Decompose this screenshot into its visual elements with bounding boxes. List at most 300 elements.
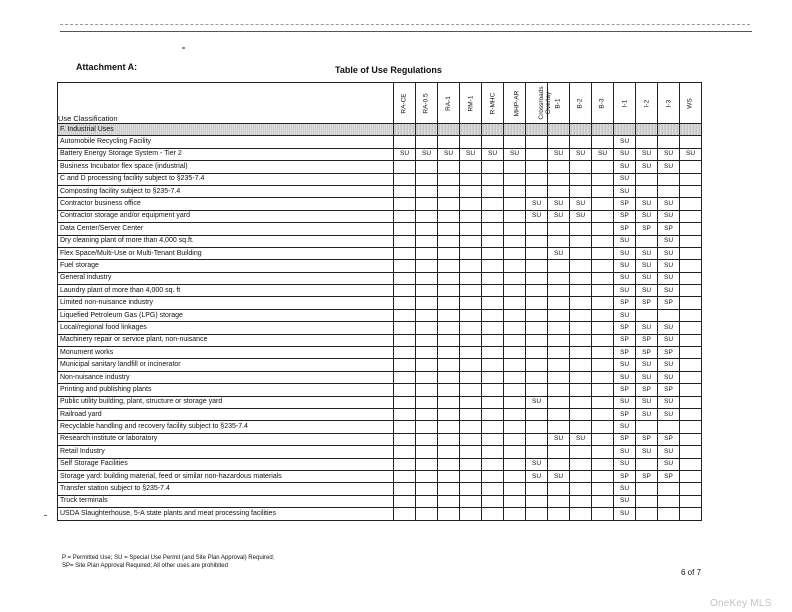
zone-cell	[460, 470, 482, 482]
use-name: Local/regional food linkages	[58, 322, 394, 334]
zone-cell	[460, 458, 482, 470]
zone-header-label: WS	[686, 97, 694, 109]
zone-cell	[570, 260, 592, 272]
zone-cell	[438, 495, 460, 507]
zone-cell: SP	[658, 297, 680, 309]
zone-cell: SU	[636, 408, 658, 420]
zone-cell	[592, 458, 614, 470]
zone-cell	[592, 272, 614, 284]
zone-cell: SU	[614, 235, 636, 247]
zone-cell	[548, 223, 570, 235]
zone-cell	[504, 470, 526, 482]
zone-cell: SU	[526, 210, 548, 222]
zone-header-label: MHP-AR	[513, 90, 521, 116]
zone-cell: SU	[658, 458, 680, 470]
zone-cell: SU	[614, 272, 636, 284]
zone-cell	[548, 235, 570, 247]
zone-cell	[526, 136, 548, 148]
zone-cell	[460, 446, 482, 458]
zone-cell	[526, 272, 548, 284]
use-name: Non-nuisance industry	[58, 371, 394, 383]
zone-cell: SP	[614, 384, 636, 396]
zone-cell	[416, 421, 438, 433]
zone-cell	[416, 260, 438, 272]
attachment-label: Attachment A:	[76, 62, 138, 72]
zone-cell	[548, 285, 570, 297]
zone-cell	[680, 198, 702, 210]
zone-cell: SU	[570, 198, 592, 210]
zone-cell	[394, 309, 416, 321]
zone-cell	[482, 198, 504, 210]
zone-cell: SP	[658, 347, 680, 359]
zone-cell	[548, 185, 570, 197]
use-regulations-table	[57, 82, 702, 521]
zone-header	[592, 83, 614, 124]
zone-cell	[548, 408, 570, 420]
zone-cell	[460, 173, 482, 185]
page-number: 6 of 7	[681, 568, 702, 577]
table-row	[58, 235, 702, 247]
zone-cell: SU	[394, 148, 416, 160]
zone-cell	[504, 297, 526, 309]
zone-cell	[394, 359, 416, 371]
use-name: Storage yard: building material, feed or similar non-hazardous materials	[58, 470, 394, 482]
table-row	[58, 433, 702, 445]
zone-cell	[526, 173, 548, 185]
zone-cell	[460, 421, 482, 433]
zone-cell: SP	[658, 433, 680, 445]
zone-header-label: RA-0.5	[422, 92, 430, 114]
zone-cell	[416, 173, 438, 185]
zone-cell	[482, 247, 504, 259]
table-row	[58, 210, 702, 222]
zone-cell: SU	[636, 272, 658, 284]
zone-cell	[460, 433, 482, 445]
zone-cell: SU	[614, 136, 636, 148]
zone-cell	[680, 483, 702, 495]
table-row	[58, 272, 702, 284]
zone-cell	[460, 396, 482, 408]
zone-cell: SP	[636, 470, 658, 482]
zone-cell	[548, 396, 570, 408]
zone-cell	[438, 223, 460, 235]
zone-cell: SU	[438, 148, 460, 160]
zone-cell	[460, 408, 482, 420]
zone-cell	[570, 359, 592, 371]
zone-cell	[394, 235, 416, 247]
zone-cell	[548, 359, 570, 371]
zone-cell	[394, 458, 416, 470]
zone-cell	[416, 433, 438, 445]
zone-cell	[680, 285, 702, 297]
table-row	[58, 384, 702, 396]
zone-cell: SU	[548, 433, 570, 445]
zone-cell	[504, 198, 526, 210]
zone-cell	[570, 161, 592, 173]
use-name: Municipal sanitary landfill or incinerator	[58, 359, 394, 371]
table-row	[58, 260, 702, 272]
zone-cell	[438, 309, 460, 321]
scan-dashed-line	[60, 24, 750, 25]
zone-cell	[416, 334, 438, 346]
zone-cell	[438, 136, 460, 148]
zone-cell: SU	[658, 247, 680, 259]
zone-cell	[592, 210, 614, 222]
zone-cell	[526, 297, 548, 309]
zone-cell	[680, 247, 702, 259]
zone-cell	[548, 446, 570, 458]
zone-cell	[438, 347, 460, 359]
zone-cell: SU	[482, 148, 504, 160]
zone-cell: SU	[636, 247, 658, 259]
zone-cell: SU	[636, 285, 658, 297]
zone-cell	[438, 359, 460, 371]
zone-cell: SU	[460, 148, 482, 160]
zone-cell	[504, 260, 526, 272]
zone-cell	[416, 322, 438, 334]
zone-cell	[526, 223, 548, 235]
zone-cell	[504, 347, 526, 359]
zone-cell	[482, 272, 504, 284]
zone-cell	[504, 483, 526, 495]
use-name: Automobile Recycling Facility	[58, 136, 394, 148]
zone-cell	[570, 272, 592, 284]
zone-cell	[482, 483, 504, 495]
zone-cell: SU	[658, 198, 680, 210]
zone-cell	[438, 260, 460, 272]
zone-cell	[592, 371, 614, 383]
zone-cell	[680, 495, 702, 507]
table-header-row	[58, 83, 702, 124]
zone-cell	[482, 508, 504, 520]
zone-cell	[526, 446, 548, 458]
zone-cell: SU	[548, 148, 570, 160]
zone-cell	[548, 483, 570, 495]
zone-header-label: R-MHC	[489, 92, 497, 114]
zone-cell: SU	[614, 173, 636, 185]
zone-cell	[482, 433, 504, 445]
zone-cell	[394, 272, 416, 284]
zone-cell	[438, 446, 460, 458]
zone-header	[680, 83, 702, 124]
use-name: Recyclable handling and recovery facility subject to §235-7.4	[58, 421, 394, 433]
zone-cell: SU	[658, 148, 680, 160]
zone-cell	[548, 458, 570, 470]
zone-cell	[482, 285, 504, 297]
use-name: Transfer station subject to §235-7.4	[58, 483, 394, 495]
zone-cell	[658, 185, 680, 197]
zone-cell	[416, 408, 438, 420]
zone-cell	[592, 136, 614, 148]
zone-cell	[504, 359, 526, 371]
zone-cell	[636, 185, 658, 197]
zone-cell	[416, 371, 438, 383]
zone-header-label: Crossroads Overlay	[538, 86, 552, 120]
zone-cell	[394, 173, 416, 185]
table-row	[58, 396, 702, 408]
zone-cell	[526, 334, 548, 346]
zone-cell	[394, 223, 416, 235]
zone-cell: SU	[636, 198, 658, 210]
zone-cell	[394, 433, 416, 445]
zone-cell	[482, 297, 504, 309]
use-name: Research institute or laboratory	[58, 433, 394, 445]
use-name: Railroad yard	[58, 408, 394, 420]
zone-cell	[526, 322, 548, 334]
zone-cell: SP	[614, 297, 636, 309]
zone-cell	[438, 508, 460, 520]
zone-cell	[438, 433, 460, 445]
zone-cell	[504, 396, 526, 408]
zone-cell	[416, 185, 438, 197]
zone-cell	[680, 235, 702, 247]
zone-header-label: B-1	[555, 97, 562, 109]
zone-cell	[438, 235, 460, 247]
table-row	[58, 334, 702, 346]
zone-cell: SU	[570, 148, 592, 160]
zone-cell	[482, 495, 504, 507]
zone-cell	[658, 421, 680, 433]
zone-cell	[680, 322, 702, 334]
table-row	[58, 148, 702, 160]
zone-cell	[416, 198, 438, 210]
zone-cell: SU	[526, 458, 548, 470]
zone-cell: SP	[658, 470, 680, 482]
zone-cell	[570, 309, 592, 321]
zone-cell: SU	[504, 148, 526, 160]
zone-cell	[680, 421, 702, 433]
zone-cell	[548, 508, 570, 520]
zone-cell	[460, 260, 482, 272]
zone-cell	[460, 508, 482, 520]
table-body	[58, 124, 702, 521]
brand-watermark: OneKey MLS	[710, 598, 772, 609]
zone-cell	[504, 371, 526, 383]
zone-cell	[438, 470, 460, 482]
zone-cell: SU	[658, 334, 680, 346]
zone-cell	[680, 309, 702, 321]
zone-cell	[394, 185, 416, 197]
use-name: Machinery repair or service plant, non-nuisance	[58, 334, 394, 346]
zone-cell	[460, 322, 482, 334]
table-row	[58, 297, 702, 309]
zone-cell	[680, 210, 702, 222]
zone-cell	[592, 384, 614, 396]
zone-cell: SU	[526, 396, 548, 408]
zone-cell	[592, 223, 614, 235]
zone-cell	[680, 260, 702, 272]
zone-cell	[394, 347, 416, 359]
zone-cell	[680, 446, 702, 458]
zone-cell: SU	[570, 433, 592, 445]
zone-cell	[416, 359, 438, 371]
zone-cell: SU	[636, 322, 658, 334]
zone-cell	[592, 495, 614, 507]
use-name: Fuel storage	[58, 260, 394, 272]
zone-cell	[548, 322, 570, 334]
zone-cell: SU	[548, 247, 570, 259]
zone-cell	[570, 371, 592, 383]
zone-cell	[504, 384, 526, 396]
zone-cell	[592, 260, 614, 272]
zone-cell	[570, 185, 592, 197]
zone-cell	[504, 408, 526, 420]
zone-cell	[680, 371, 702, 383]
zone-cell	[438, 421, 460, 433]
zone-cell	[570, 470, 592, 482]
zone-cell	[592, 421, 614, 433]
zone-cell	[526, 347, 548, 359]
zone-cell	[526, 247, 548, 259]
zone-cell: SU	[658, 446, 680, 458]
zone-cell	[460, 185, 482, 197]
scan-mark	[44, 515, 47, 516]
zone-cell	[438, 458, 460, 470]
zone-cell	[504, 185, 526, 197]
zone-cell	[570, 421, 592, 433]
zone-cell: SU	[658, 285, 680, 297]
zone-cell	[394, 297, 416, 309]
zone-cell	[592, 247, 614, 259]
zone-cell	[548, 384, 570, 396]
zone-cell	[592, 161, 614, 173]
zone-cell	[504, 433, 526, 445]
zone-header-label: I-3	[665, 99, 672, 107]
zone-cell	[438, 247, 460, 259]
zone-cell: SP	[614, 433, 636, 445]
zone-cell	[548, 173, 570, 185]
table-row	[58, 309, 702, 321]
zone-cell	[394, 384, 416, 396]
use-name: Public utility building, plant, structure or storage yard	[58, 396, 394, 408]
zone-cell	[460, 297, 482, 309]
zone-header-label: RA-CE	[400, 92, 408, 114]
zone-cell	[658, 173, 680, 185]
zone-cell	[482, 396, 504, 408]
zone-cell	[570, 508, 592, 520]
zone-cell	[438, 408, 460, 420]
zone-cell	[548, 309, 570, 321]
zone-cell: SU	[658, 359, 680, 371]
zone-cell: SP	[614, 198, 636, 210]
zone-cell	[416, 297, 438, 309]
zone-cell	[438, 210, 460, 222]
zone-cell	[680, 433, 702, 445]
zone-cell	[394, 247, 416, 259]
zone-cell	[416, 136, 438, 148]
zone-cell: SU	[614, 148, 636, 160]
zone-cell: SU	[548, 470, 570, 482]
zone-cell	[416, 223, 438, 235]
zone-cell: SU	[680, 148, 702, 160]
zone-cell: SU	[548, 210, 570, 222]
zone-cell	[592, 433, 614, 445]
zone-cell	[394, 161, 416, 173]
zone-header	[482, 83, 504, 124]
zone-cell	[570, 235, 592, 247]
zone-cell	[460, 247, 482, 259]
zone-cell	[680, 334, 702, 346]
zone-cell	[526, 285, 548, 297]
zone-cell	[482, 458, 504, 470]
table-row	[58, 458, 702, 470]
zone-cell	[570, 483, 592, 495]
zone-cell	[416, 470, 438, 482]
zone-cell	[438, 272, 460, 284]
zone-cell: SU	[570, 210, 592, 222]
zone-cell: SP	[614, 223, 636, 235]
zone-cell	[592, 334, 614, 346]
zone-cell: SU	[526, 470, 548, 482]
zone-cell: SU	[614, 185, 636, 197]
use-name: Business Incubator flex space (industrial)	[58, 161, 394, 173]
zone-cell	[570, 458, 592, 470]
zone-header-label: B-2	[577, 97, 584, 109]
zone-cell	[658, 508, 680, 520]
zone-cell: SU	[614, 161, 636, 173]
zone-cell	[504, 322, 526, 334]
legend	[62, 554, 274, 570]
scan-top-rule	[60, 31, 752, 32]
zone-cell	[592, 285, 614, 297]
zone-cell	[482, 223, 504, 235]
zone-cell: SP	[614, 470, 636, 482]
legend-line-1: P = Permitted Use; SU = Special Use Permit (and Site Plan Approval) Required;	[62, 555, 275, 561]
zone-cell	[460, 136, 482, 148]
zone-cell	[438, 334, 460, 346]
zone-cell	[570, 495, 592, 507]
zone-cell: SU	[658, 161, 680, 173]
zone-cell	[680, 508, 702, 520]
zone-cell	[658, 483, 680, 495]
zone-cell	[394, 371, 416, 383]
zone-cell	[570, 173, 592, 185]
zone-cell	[592, 483, 614, 495]
zone-cell	[504, 495, 526, 507]
zone-cell	[526, 495, 548, 507]
table-row	[58, 446, 702, 458]
zone-cell	[504, 223, 526, 235]
zone-cell	[680, 297, 702, 309]
zone-cell	[526, 185, 548, 197]
zone-cell	[548, 297, 570, 309]
zone-cell	[482, 210, 504, 222]
zone-cell	[592, 446, 614, 458]
zone-cell: SP	[636, 433, 658, 445]
zone-cell	[504, 446, 526, 458]
zone-cell	[680, 272, 702, 284]
zone-cell: SU	[636, 359, 658, 371]
zone-cell	[680, 161, 702, 173]
zone-cell	[416, 495, 438, 507]
zone-cell	[416, 235, 438, 247]
zone-cell	[460, 334, 482, 346]
zone-cell: SU	[614, 247, 636, 259]
zone-cell: SU	[636, 148, 658, 160]
zone-cell	[482, 371, 504, 383]
zone-cell	[570, 285, 592, 297]
zone-cell	[394, 408, 416, 420]
table-row	[58, 371, 702, 383]
zone-cell	[416, 309, 438, 321]
zone-cell: SU	[658, 396, 680, 408]
use-name: Contractor storage and/or equipment yard	[58, 210, 394, 222]
zone-cell	[636, 483, 658, 495]
zone-cell	[438, 483, 460, 495]
table-row	[58, 185, 702, 197]
zone-cell	[460, 285, 482, 297]
use-name: Truck terminals	[58, 495, 394, 507]
